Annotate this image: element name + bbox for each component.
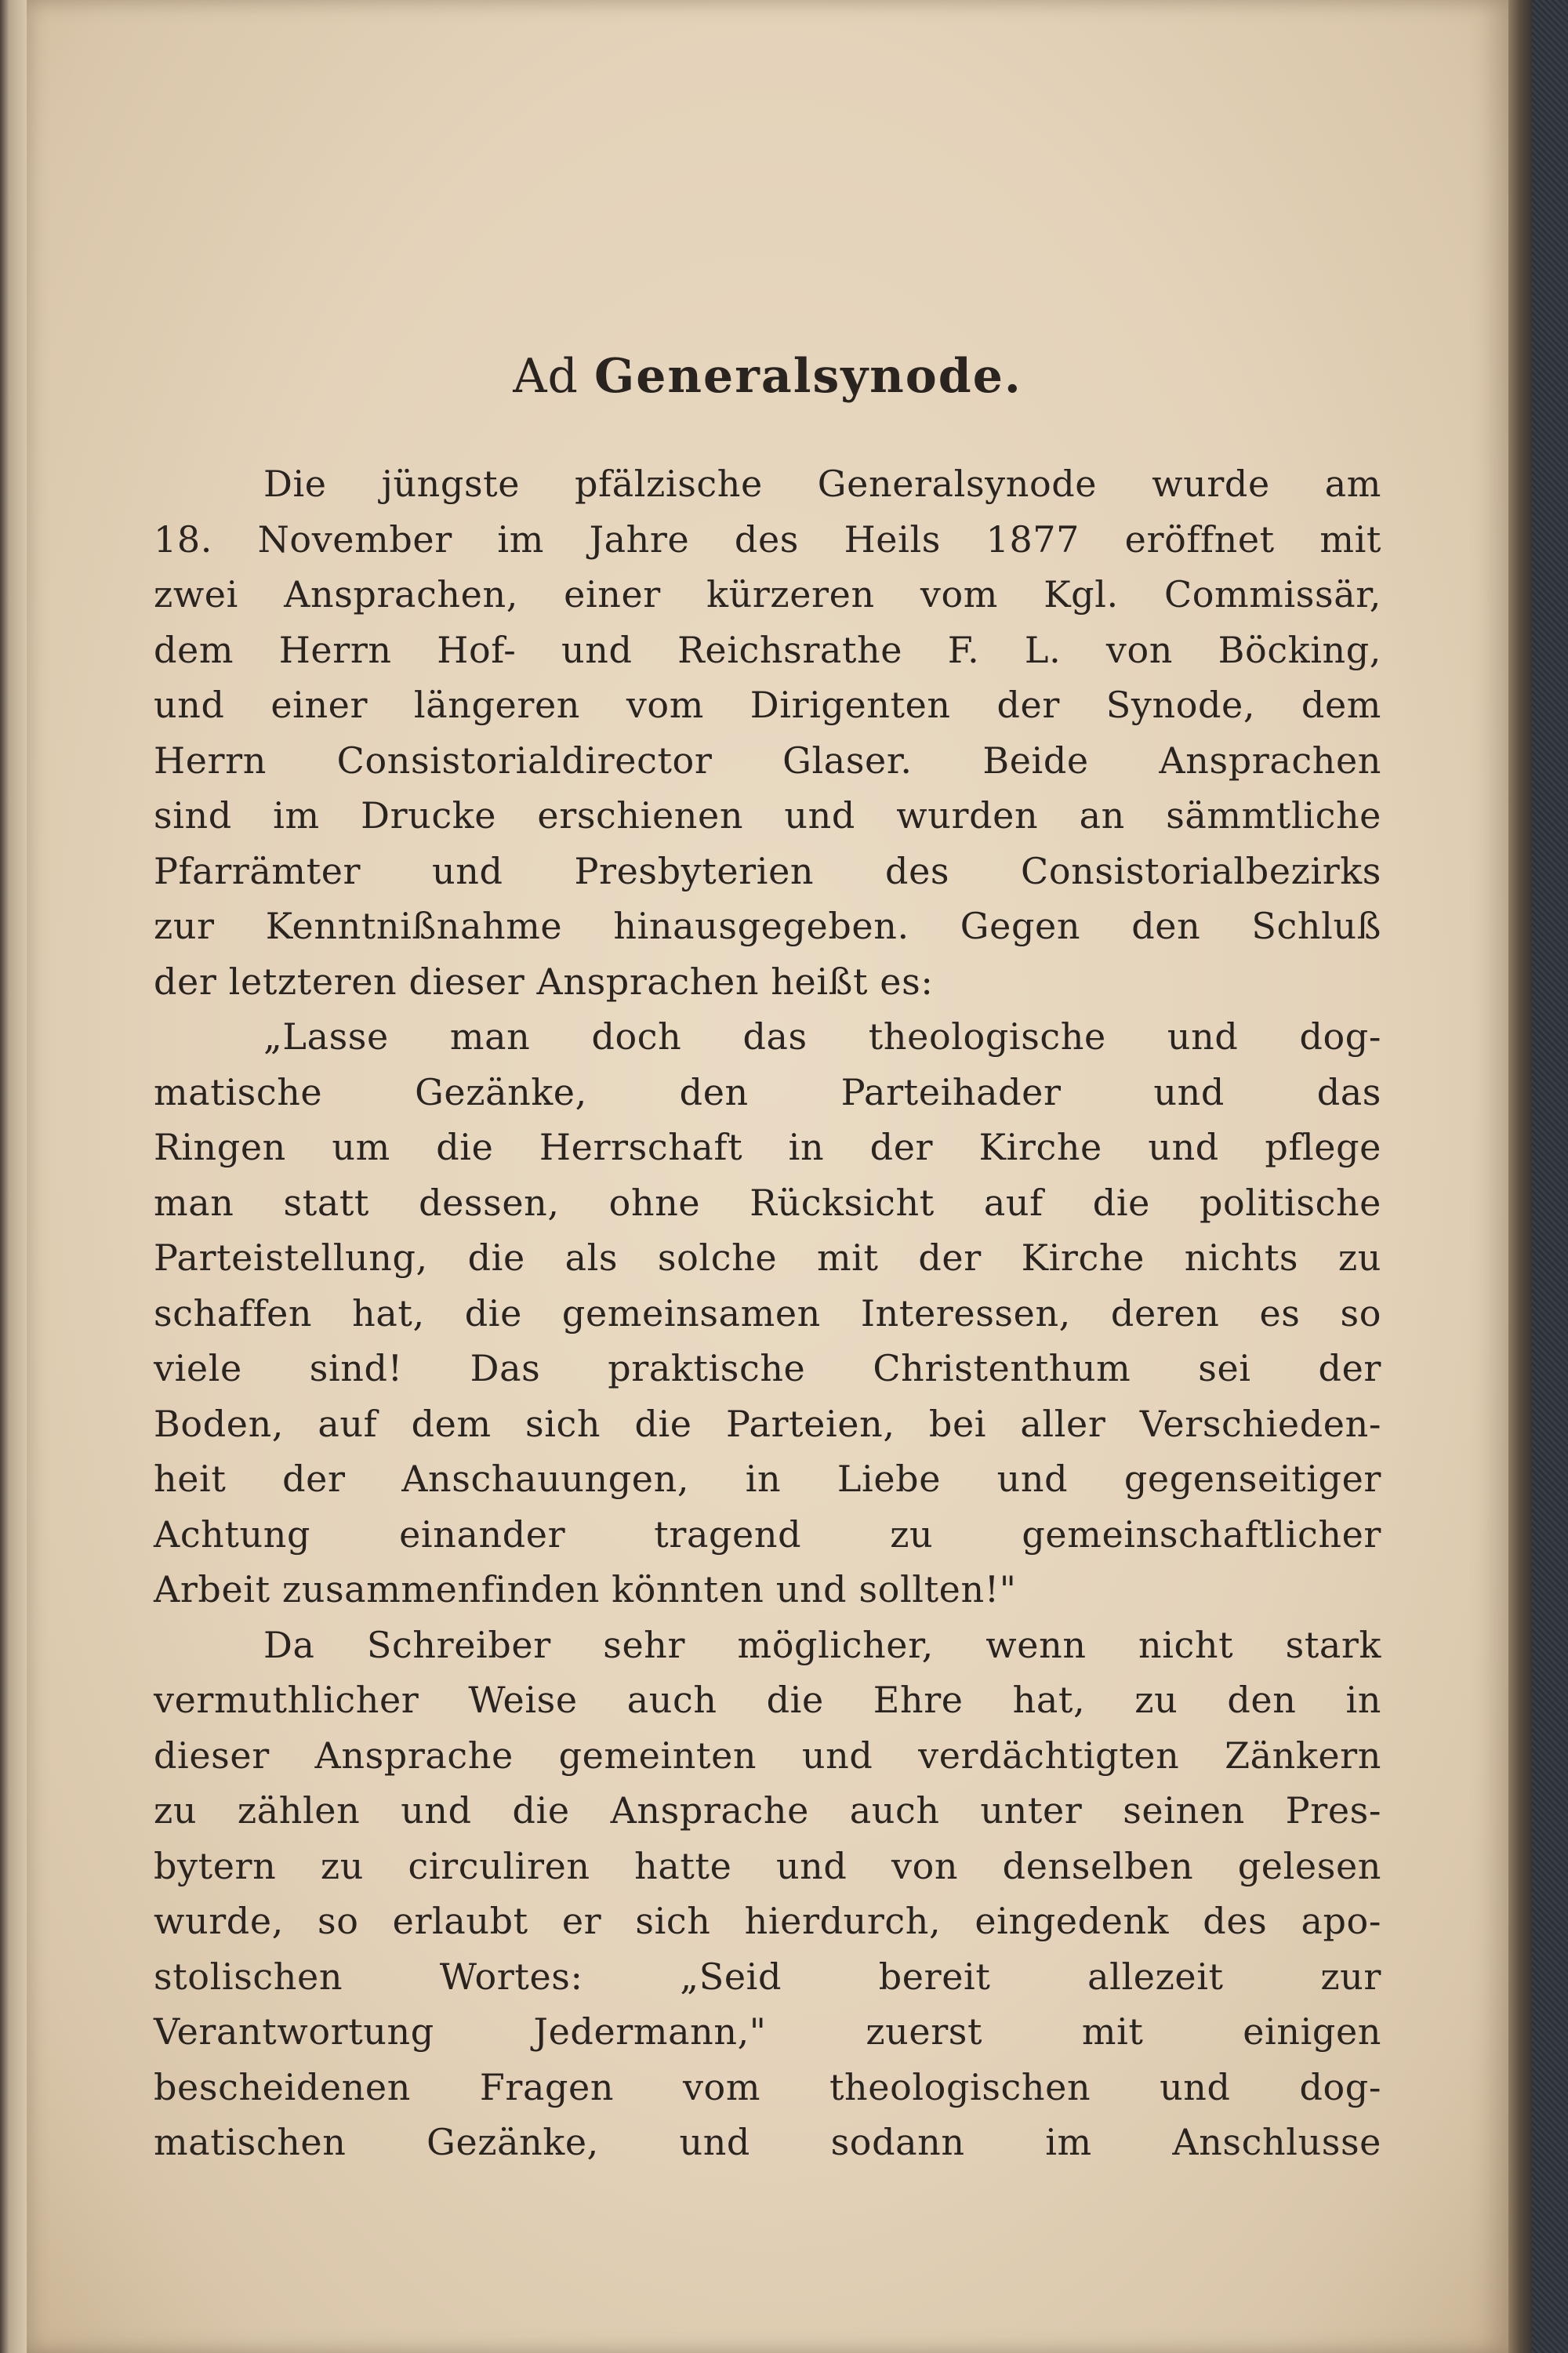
previous-page-edge — [0, 0, 27, 2353]
text-line: Die jüngste pfälzische Generalsynode wurde am — [263, 463, 1381, 505]
title-main: Generalsynode. — [594, 349, 1022, 404]
text-line: matischen Gezänke, und sodann im Anschlusse — [154, 2121, 1381, 2163]
text-line: Achtung einander tragend zu gemeinschaftlicher — [154, 1512, 1381, 1556]
text-line: dieser Ansprache gemeinten und verdächtigten Zänkern — [154, 1734, 1381, 1777]
page-binding-edge — [1508, 0, 1532, 2353]
text-line: bescheidenen Fragen vom theologischen und dog- — [154, 2065, 1381, 2108]
paragraph-3 — [154, 1618, 1381, 2170]
title-prefix: Ad — [513, 349, 579, 404]
text-line: Da Schreiber sehr möglicher, wenn nicht stark — [263, 1623, 1381, 1666]
text-line: man statt dessen, ohne Rücksicht auf die politische — [154, 1181, 1381, 1224]
text-line: zur Kenntnißnahme hinausgegeben. Gegen den Schluß — [154, 905, 1381, 947]
text-line: der letzteren dieser Ansprachen heißt es: — [154, 960, 934, 1003]
text-line: Ringen um die Herrschaft in der Kirche und pflege — [154, 1126, 1381, 1168]
text-line: zu zählen und die Ansprache auch unter seinen Pres- — [154, 1789, 1381, 1832]
text-line: und einer längeren vom Dirigenten der Synode, dem — [154, 684, 1381, 726]
book-cover-cloth — [1532, 0, 1568, 2353]
paragraph-2-quotation — [154, 1009, 1381, 1618]
text-line: Boden, auf dem sich die Parteien, bei aller Verschieden- — [154, 1402, 1381, 1445]
text-line: stolischen Wortes: „Seid bereit allezeit zur — [154, 1955, 1381, 1998]
text-line: viele sind! Das praktische Christenthum sei der — [154, 1347, 1381, 1389]
text-line: Herrn Consistorialdirector Glaser. Beide Ansprachen — [154, 739, 1381, 782]
text-line: Pfarrämter und Presbyterien des Consistorialbezirks — [154, 849, 1381, 892]
text-line: wurde, so erlaubt er sich hierdurch, eingedenk des apo- — [154, 1900, 1381, 1942]
text-line: Verantwortung Jedermann," zuerst mit einigen — [154, 2010, 1381, 2053]
text-line: heit der Anschauungen, in Liebe und gegenseitiger — [154, 1458, 1381, 1500]
text-line: sind im Drucke erschienen und wurden an sämmtliche — [154, 794, 1381, 837]
text-line: bytern zu circuliren hatte und von denselben gelesen — [154, 1844, 1381, 1887]
page-text — [154, 345, 1381, 2170]
text-line: schaffen hat, die gemeinsamen Interessen, deren es so — [154, 1291, 1381, 1334]
text-line: dem Herrn Hof- und Reichsrathe F. L. von Böcking, — [154, 628, 1381, 671]
page-title — [154, 345, 1381, 408]
text-line: matische Gezänke, den Parteihader und das — [154, 1070, 1381, 1113]
text-line: Parteistellung, die als solche mit der Kirche nichts zu — [154, 1236, 1381, 1279]
text-line: vermuthlicher Weise auch die Ehre hat, zu den in — [154, 1679, 1381, 1721]
paragraph-1 — [154, 456, 1381, 1009]
text-line: Arbeit zusammenfinden könnten und sollten!" — [154, 1568, 1017, 1610]
text-line: zwei Ansprachen, einer kürzeren vom Kgl. Commissär, — [154, 573, 1381, 615]
text-line: 18. November im Jahre des Heils 1877 eröffnet mit — [154, 517, 1381, 561]
text-line: „Lasse man doch das theologische und dog- — [263, 1015, 1381, 1058]
